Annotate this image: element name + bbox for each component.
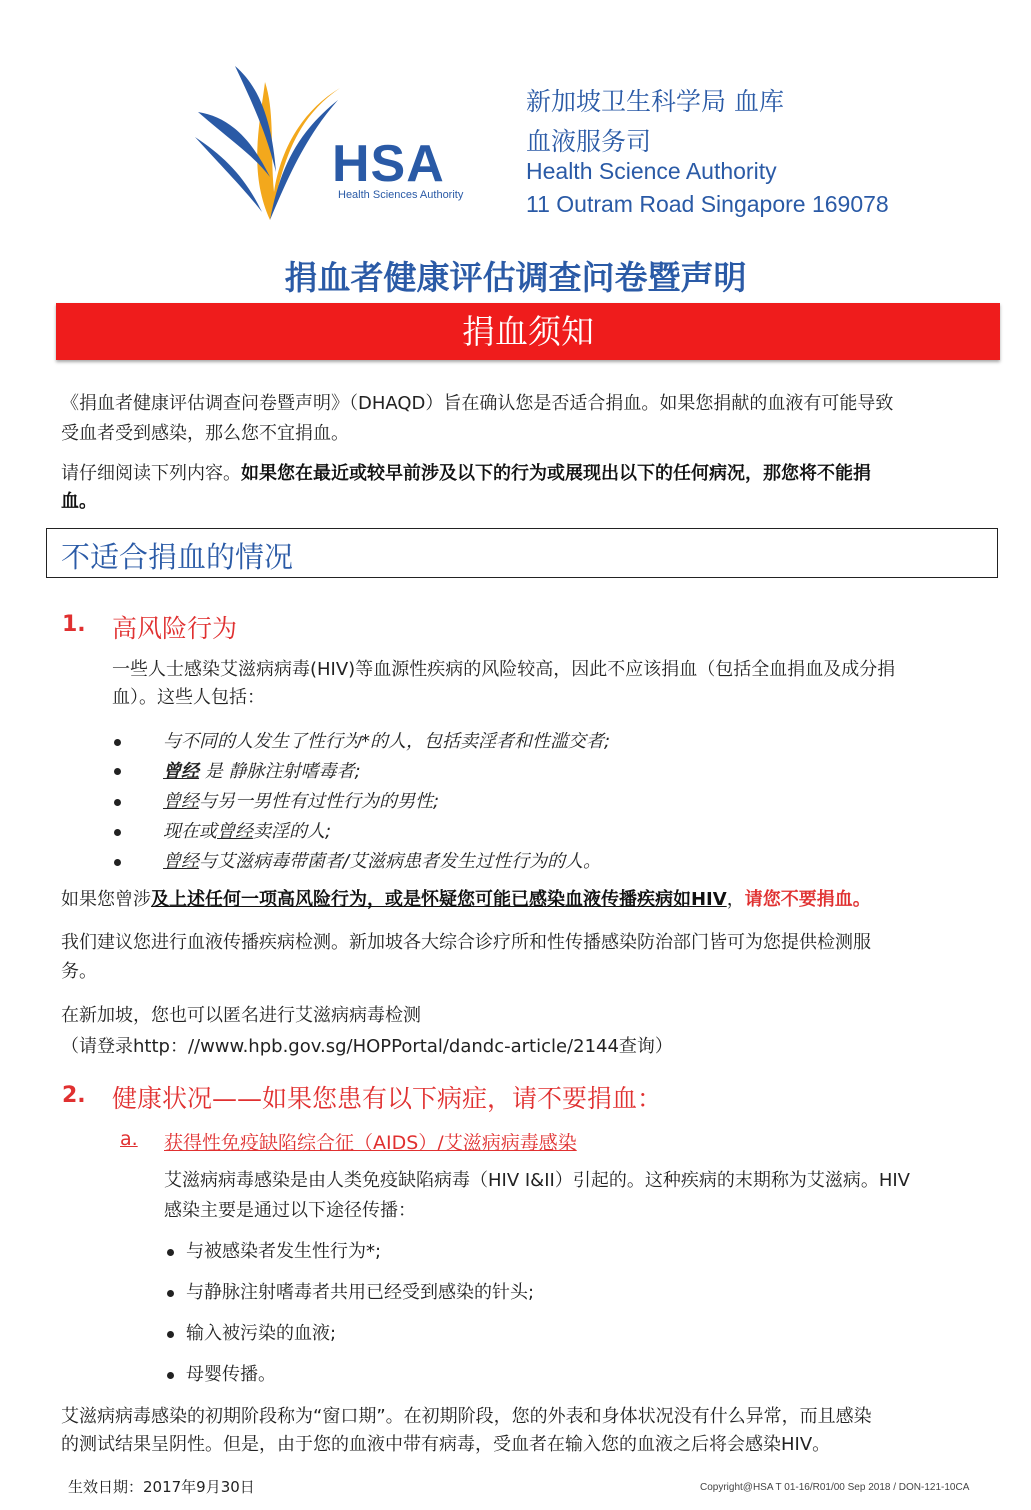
- aids-desc-2: 感染主要是通过以下途径传播：: [164, 1200, 416, 1221]
- aids-desc-1: 艾滋病病毒感染是由人类免疫缺陷病毒（HIV I&II）引起的。这种疾病的末期称为艾滋病。HIV: [164, 1170, 910, 1191]
- unsuitable-heading-box: [46, 528, 998, 578]
- bullet-icon: [167, 1249, 174, 1256]
- bullet-icon: [167, 1372, 174, 1379]
- unsuitable-heading: 不适合捐血的情况: [61, 540, 294, 574]
- intro-line-4: [61, 487, 97, 517]
- org-name-en: Health Science Authority: [526, 158, 777, 184]
- risk-item-2: 曾经 是 静脉注射嗜毒者;: [163, 761, 361, 782]
- hsa-logo: [190, 62, 490, 227]
- transmission-item: 与静脉注射嗜毒者共用已经受到感染的针头;: [186, 1282, 535, 1303]
- section-1-number: 1.: [62, 612, 86, 637]
- risk-item-5: 曾经与艾滋病毒带菌者/艾滋病患者发生过性行为的人。: [163, 851, 602, 872]
- intro-read-prompt: 请仔细阅读下列内容。: [61, 463, 241, 484]
- intro-line-1: 《捐血者健康评估调查问卷暨声明》（DHAQD）旨在确认您是否适合捐血。如果您捐献的血液有可能导致: [61, 393, 894, 414]
- bullet-icon: [114, 829, 121, 836]
- banner-notice: 捐血须知: [56, 303, 1000, 360]
- logo-text: HSA: [332, 135, 445, 193]
- subsection-a-label: a.: [120, 1128, 138, 1150]
- org-division-cn: 血液服务司: [526, 127, 652, 156]
- effective-date: 生效日期：2017年9月30日: [68, 1478, 255, 1496]
- test-advice-2: 务。: [61, 961, 97, 982]
- logo-subtext: Health Sciences Authority: [338, 189, 464, 201]
- section-1-title: 高风险行为: [112, 614, 238, 643]
- section-2-number: 2.: [62, 1083, 86, 1108]
- transmission-item: 与被感染者发生性行为*;: [186, 1241, 382, 1262]
- risk-item-1: 与不同的人发生了性行为*的人，包括卖淫者和性滥交者;: [163, 731, 611, 752]
- anon-test-link[interactable]: （请登录http：//www.hpb.gov.sg/HOPPortal/dandc-article/2144查询）: [61, 1036, 673, 1057]
- org-name-cn: 新加坡卫生科学局 血库: [526, 87, 784, 116]
- intro-line-3: [61, 459, 871, 489]
- window-period-2: 的测试结果呈阴性。但是，由于您的血液中带有病毒，受血者在输入您的血液之后将会感染HIV。: [61, 1434, 831, 1455]
- bullet-icon: [167, 1331, 174, 1338]
- test-advice-1: 我们建议您进行血液传播疾病检测。新加坡各大综合诊疗所和性传播感染防治部门皆可为您提供检测服: [61, 932, 871, 953]
- intro-warning-bold: 如果您在最近或较早前涉及以下的行为或展现出以下的任何病况，那您将不能捐: [241, 463, 871, 484]
- transmission-item: 母婴传播。: [186, 1364, 276, 1385]
- risk-item-4: 现在或曾经卖淫的人;: [163, 821, 332, 842]
- bullet-icon: [114, 799, 121, 806]
- risk-item-3: 曾经与另一男性有过性行为的男性;: [163, 791, 440, 812]
- window-period-1: 艾滋病病毒感染的初期阶段称为“窗口期”。在初期阶段，您的外表和身体状况没有什么异常，而且感染: [61, 1406, 872, 1427]
- intro-line-2: 受血者受到感染，那么您不宜捐血。: [61, 423, 349, 444]
- section-1-desc-2: 血）。这些人包括：: [112, 687, 265, 708]
- bullet-icon: [114, 768, 121, 775]
- bullet-icon: [114, 859, 121, 866]
- copyright: Copyright@HSA T 01-16/R01/00 Sep 2018 / DON-121-10CA: [700, 1482, 970, 1493]
- risk-warning: 如果您曾涉及上述任何一项高风险行为，或是怀疑您可能已感染血液传播疾病如HIV，请您不要捐血。: [61, 889, 871, 910]
- section-1-desc-1: 一些人士感染艾滋病病毒(HIV)等血源性疾病的风险较高，因此不应该捐血（包括全血捐血及成分捐: [112, 659, 896, 680]
- page-title: 捐血者健康评估调查问卷暨声明: [284, 258, 747, 297]
- org-address: 11 Outram Road Singapore 169078: [526, 191, 889, 217]
- anon-test-line: 在新加坡，您也可以匿名进行艾滋病病毒检测: [61, 1005, 421, 1026]
- bullet-icon: [167, 1290, 174, 1297]
- intro-warning-bold-end: 血。: [61, 491, 97, 512]
- section-2-title: 健康状况——如果您患有以下病症，请不要捐血：: [112, 1084, 663, 1113]
- subsection-a-title: 获得性免疫缺陷综合征（AIDS）/艾滋病病毒感染: [164, 1132, 577, 1154]
- transmission-item: 输入被污染的血液;: [186, 1323, 337, 1344]
- bullet-icon: [114, 739, 121, 746]
